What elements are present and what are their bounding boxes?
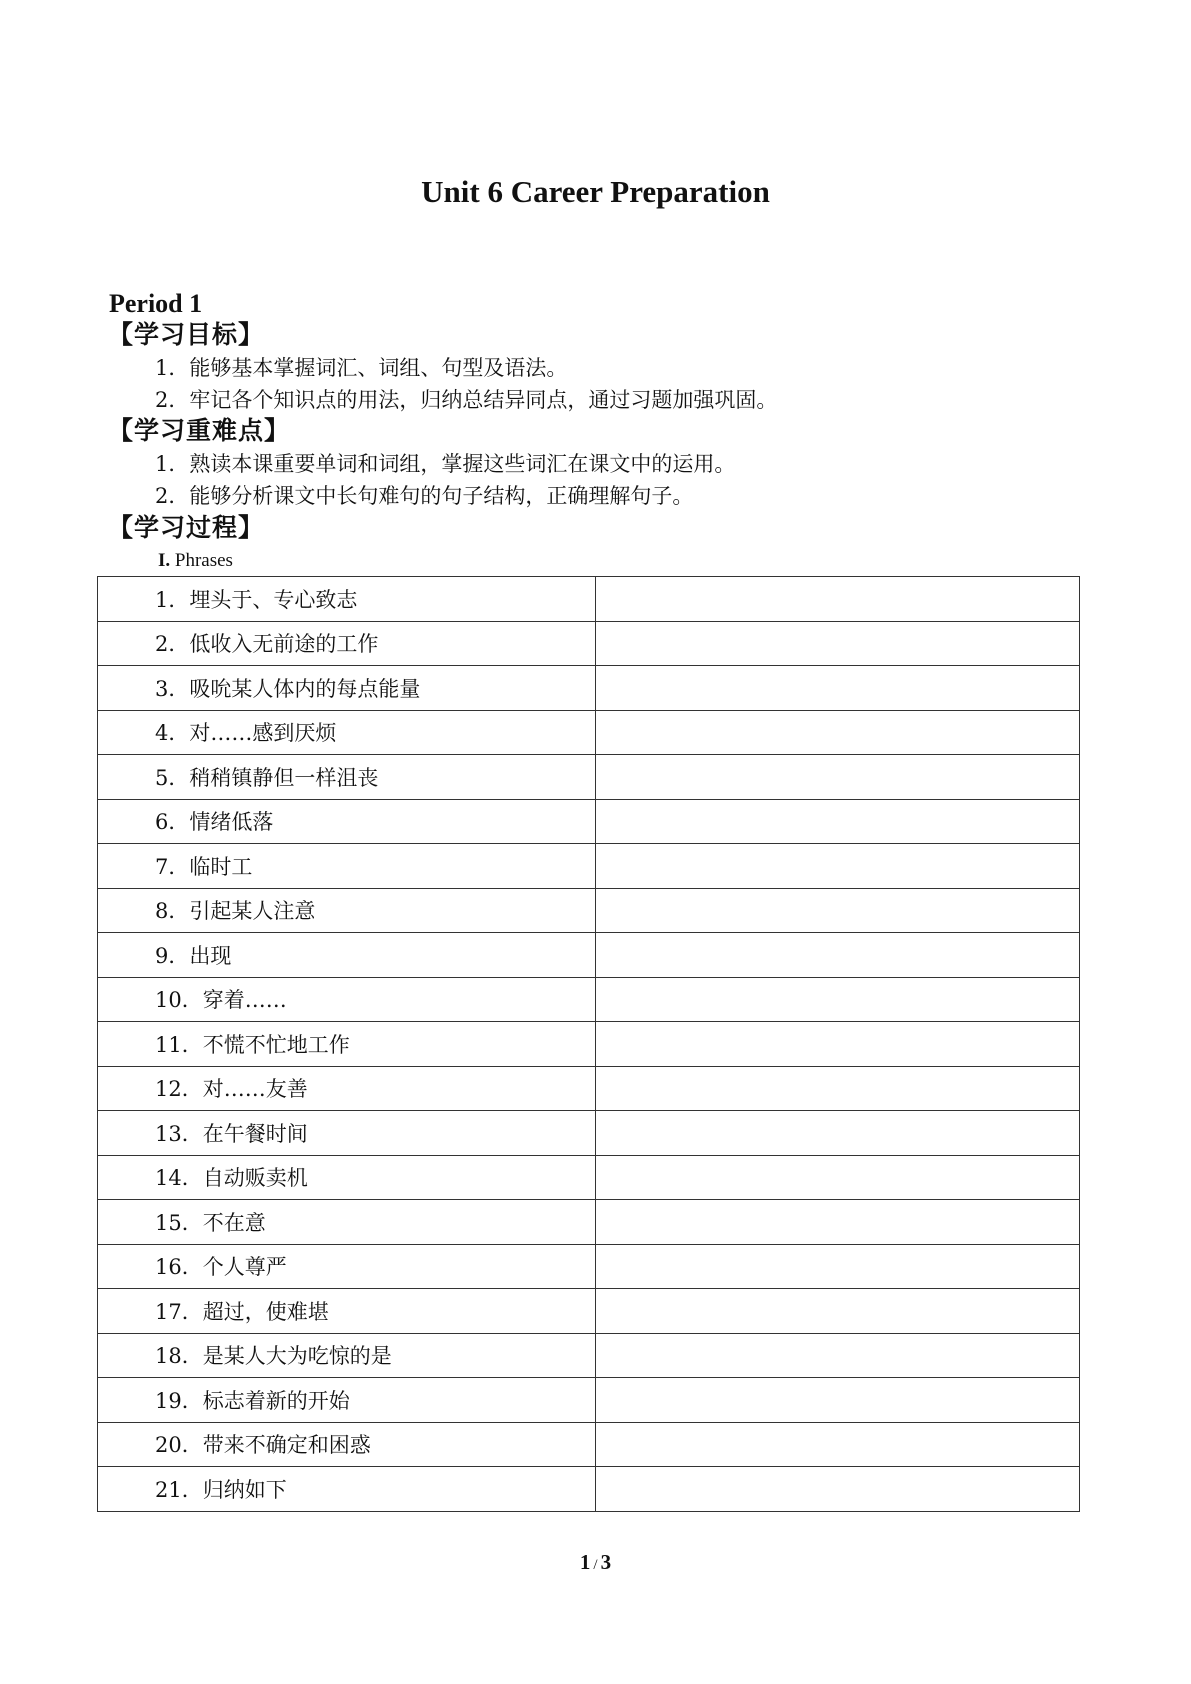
answer-cell[interactable] (596, 933, 1080, 978)
phrases-subheading (158, 548, 233, 574)
phrase-cell: 11．不慌不忙地工作 (98, 1022, 596, 1067)
answer-cell[interactable] (596, 799, 1080, 844)
table-row (98, 621, 1080, 666)
answer-cell[interactable] (596, 1200, 1080, 1245)
answer-cell[interactable] (596, 1333, 1080, 1378)
table-row (98, 666, 1080, 711)
table-row (98, 1200, 1080, 1245)
answer-cell[interactable] (596, 1467, 1080, 1512)
phrase-cell: 2．低收入无前途的工作 (98, 621, 596, 666)
page-number (0, 1550, 1191, 1575)
answer-cell[interactable] (596, 1378, 1080, 1423)
key-point-item: 1．熟读本课重要单词和词组，掌握这些词汇在课文中的运用。 (155, 452, 736, 476)
phrase-cell: 12．对……友善 (98, 1066, 596, 1111)
page-separator: / (593, 1557, 598, 1573)
answer-cell[interactable] (596, 1155, 1080, 1200)
objective-item: 1．能够基本掌握词汇、词组、句型及语法。 (155, 356, 568, 380)
phrase-cell: 13．在午餐时间 (98, 1111, 596, 1156)
table-row (98, 710, 1080, 755)
table-row (98, 1244, 1080, 1289)
answer-cell[interactable] (596, 755, 1080, 800)
process-heading: 【学习过程】 (108, 513, 265, 542)
table-row (98, 1378, 1080, 1423)
table-row (98, 844, 1080, 889)
page-current: 1 (579, 1550, 591, 1574)
answer-cell[interactable] (596, 888, 1080, 933)
key-point-item: 2．能够分析课文中长句难句的句子结构，正确理解句子。 (155, 484, 694, 508)
phrases-subheading-label: Phrases (174, 550, 233, 571)
phrase-cell: 15．不在意 (98, 1200, 596, 1245)
objective-item: 2．牢记各个知识点的用法，归纳总结异同点，通过习题加强巩固。 (155, 388, 778, 412)
table-row (98, 577, 1080, 622)
phrase-cell: 4．对……感到厌烦 (98, 710, 596, 755)
table-row (98, 977, 1080, 1022)
phrase-cell: 5．稍稍镇静但一样沮丧 (98, 755, 596, 800)
table-row (98, 1422, 1080, 1467)
phrase-cell: 14．自动贩卖机 (98, 1155, 596, 1200)
table-row (98, 1333, 1080, 1378)
phrase-cell: 8．引起某人注意 (98, 888, 596, 933)
answer-cell[interactable] (596, 666, 1080, 711)
table-row (98, 888, 1080, 933)
page-total: 3 (600, 1550, 612, 1574)
answer-cell[interactable] (596, 710, 1080, 755)
phrase-cell: 1．埋头于、专心致志 (98, 577, 596, 622)
table-row (98, 1066, 1080, 1111)
answer-cell[interactable] (596, 621, 1080, 666)
table-row (98, 1289, 1080, 1334)
phrase-cell: 9．出现 (98, 933, 596, 978)
answer-cell[interactable] (596, 977, 1080, 1022)
phrase-cell: 6．情绪低落 (98, 799, 596, 844)
table-row (98, 933, 1080, 978)
table-row (98, 799, 1080, 844)
answer-cell[interactable] (596, 1289, 1080, 1334)
answer-cell[interactable] (596, 577, 1080, 622)
answer-cell[interactable] (596, 844, 1080, 889)
table-row (98, 1022, 1080, 1067)
phrases-table (97, 576, 1080, 1512)
answer-cell[interactable] (596, 1422, 1080, 1467)
phrase-cell: 16．个人尊严 (98, 1244, 596, 1289)
phrase-cell: 21．归纳如下 (98, 1467, 596, 1512)
phrase-cell: 3．吸吮某人体内的每点能量 (98, 666, 596, 711)
period-heading: Period 1 (109, 289, 203, 318)
phrase-cell: 20．带来不确定和困惑 (98, 1422, 596, 1467)
phrases-subheading-number: I. (158, 550, 171, 571)
objectives-heading: 【学习目标】 (108, 320, 265, 349)
answer-cell[interactable] (596, 1022, 1080, 1067)
phrase-cell: 18．是某人大为吃惊的是 (98, 1333, 596, 1378)
phrase-cell: 7．临时工 (98, 844, 596, 889)
answer-cell[interactable] (596, 1244, 1080, 1289)
answer-cell[interactable] (596, 1111, 1080, 1156)
key-points-heading: 【学习重难点】 (108, 416, 291, 445)
table-row (98, 755, 1080, 800)
phrase-cell: 10．穿着…… (98, 977, 596, 1022)
table-row (98, 1155, 1080, 1200)
table-row (98, 1111, 1080, 1156)
page-title: Unit 6 Career Preparation (421, 174, 770, 209)
table-row (98, 1467, 1080, 1512)
phrase-cell: 17．超过，使难堪 (98, 1289, 596, 1334)
phrase-cell: 19．标志着新的开始 (98, 1378, 596, 1423)
answer-cell[interactable] (596, 1066, 1080, 1111)
